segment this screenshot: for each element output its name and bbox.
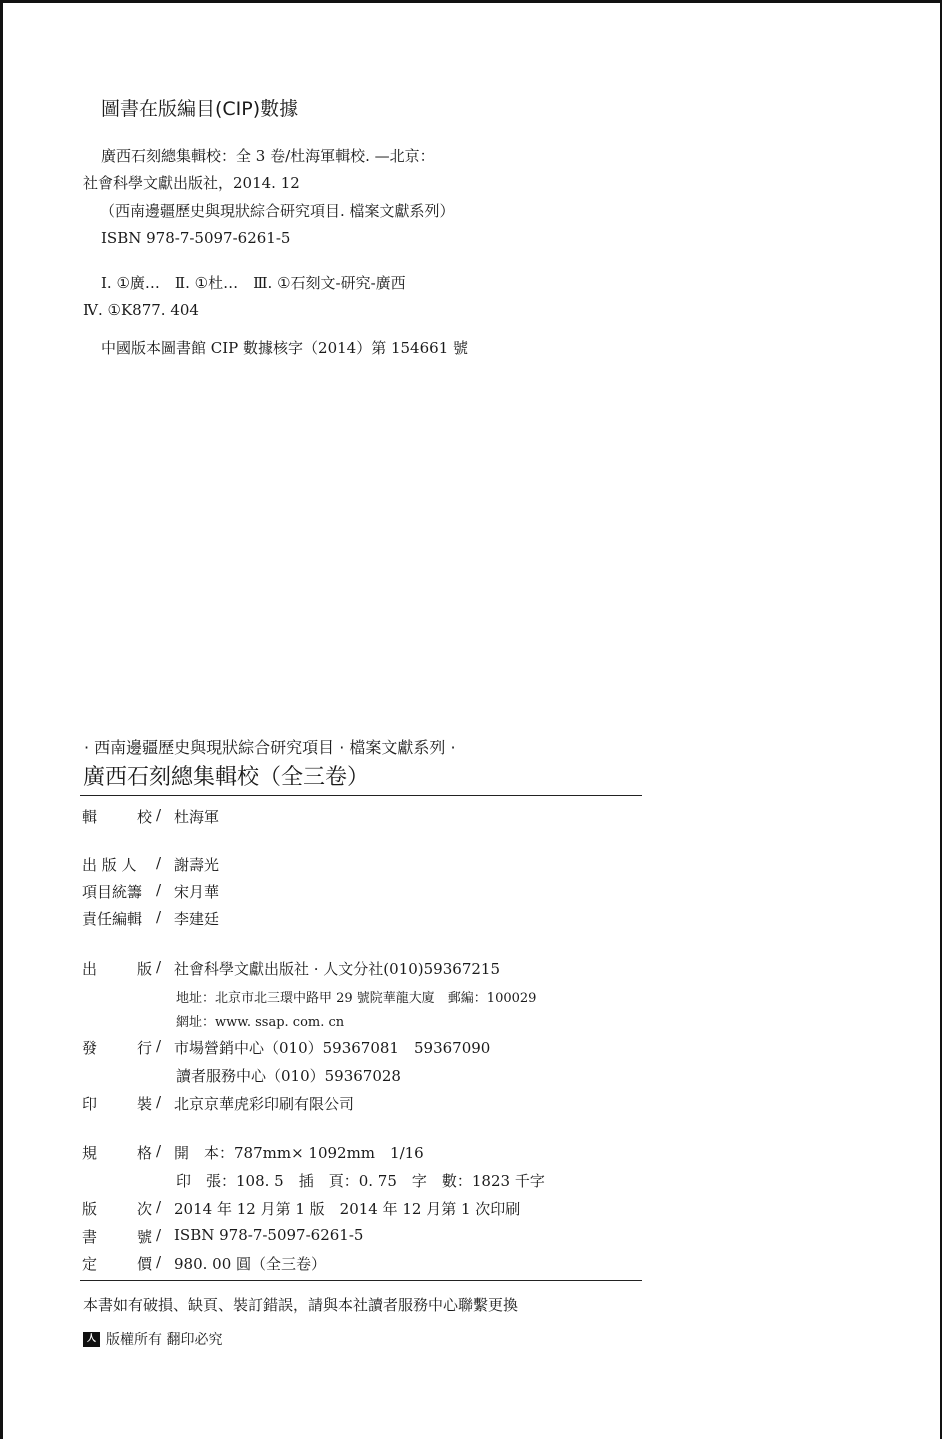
separator: / [156, 1226, 162, 1244]
label-responsible-editor: 責任編輯 [82, 910, 143, 928]
print-value: 北京京華虎彩印刷有限公司 [174, 1095, 355, 1113]
coordinator-value: 宋月華 [174, 883, 220, 901]
label-book-number: 書 號 [82, 1228, 152, 1246]
distribute-value-2: 讀者服務中心（010）59367028 [176, 1067, 401, 1085]
separator: / [156, 908, 162, 926]
label-print: 印 裝 [82, 1095, 152, 1113]
label-coordinator: 項目統籌 [82, 883, 143, 901]
publisher-address: 地址：北京市北三環中路甲 29 號院華龍大廈 郵編：100029 [176, 991, 537, 1006]
editor-value: 杜海軍 [174, 808, 220, 826]
label-spec: 規 格 [82, 1144, 152, 1162]
separator: / [156, 854, 162, 872]
spec-value-2: 印 張：108. 5 插 頁：0. 75 字 數：1823 千字 [176, 1172, 545, 1190]
separator: / [156, 1253, 162, 1271]
separator: / [156, 881, 162, 899]
series-name: · 西南邊疆歷史與現狀綜合研究項目 · 檔案文獻系列 · [84, 738, 456, 757]
separator: / [156, 806, 162, 824]
label-publish: 出 版 [82, 960, 152, 978]
divider-top [80, 795, 642, 796]
scan-edge-top [0, 0, 942, 3]
separator: / [156, 1093, 162, 1111]
separator: / [156, 1198, 162, 1216]
publisher-website: 網址：www. ssap. com. cn [176, 1015, 345, 1030]
publisher-logo-icon: 人 [83, 1332, 100, 1347]
cip-line-4: ISBN 978-7-5097-6261-5 [101, 229, 291, 247]
cip-heading: 圖書在版編目(CIP)數據 [101, 98, 299, 120]
label-price: 定 價 [82, 1255, 152, 1273]
cip-line-1: 廣西石刻總集輯校：全 3 卷/杜海軍輯校. —北京： [101, 147, 435, 165]
cip-line-3: （西南邊疆歷史與現狀綜合研究項目. 檔案文獻系列） [100, 202, 455, 220]
damage-notice: 本書如有破損、缺頁、裝訂錯誤，請與本社讀者服務中心聯繫更換 [83, 1296, 519, 1314]
cip-line-5: Ⅰ. ①廣… Ⅱ. ①杜… Ⅲ. ①石刻文-研究-廣西 [101, 274, 406, 292]
publisher-person-value: 謝壽光 [174, 856, 220, 874]
label-edition: 版 次 [82, 1200, 152, 1218]
label-distribute: 發 行 [82, 1039, 152, 1057]
divider-bottom [80, 1280, 642, 1281]
label-publisher-person: 出 版 人 [82, 856, 137, 874]
isbn-value: ISBN 978-7-5097-6261-5 [174, 1226, 364, 1244]
separator: / [156, 1142, 162, 1160]
distribute-value: 市場營銷中心（010）59367081 59367090 [174, 1039, 491, 1057]
responsible-editor-value: 李建廷 [174, 910, 220, 928]
separator: / [156, 958, 162, 976]
spec-value: 開 本：787mm× 1092mm 1/16 [174, 1144, 424, 1162]
cip-line-6: Ⅳ. ①K877. 404 [83, 301, 199, 319]
copyright-text: 版權所有 翻印必究 [106, 1332, 223, 1348]
publisher-value: 社會科學文獻出版社 · 人文分社(010)59367215 [174, 960, 500, 978]
cip-line-7: 中國版本圖書館 CIP 數據核字（2014）第 154661 號 [101, 339, 469, 357]
book-title: 廣西石刻總集輯校（全三卷） [83, 765, 370, 790]
scan-edge-left [0, 0, 3, 1439]
price-value: 980. 00 圓（全三卷） [174, 1255, 327, 1273]
separator: / [156, 1037, 162, 1055]
edition-value: 2014 年 12 月第 1 版 2014 年 12 月第 1 次印刷 [174, 1200, 521, 1218]
label-editor: 輯 校 [82, 808, 152, 826]
cip-line-2: 社會科學文獻出版社，2014. 12 [83, 174, 300, 192]
copyright-notice [83, 1329, 222, 1349]
